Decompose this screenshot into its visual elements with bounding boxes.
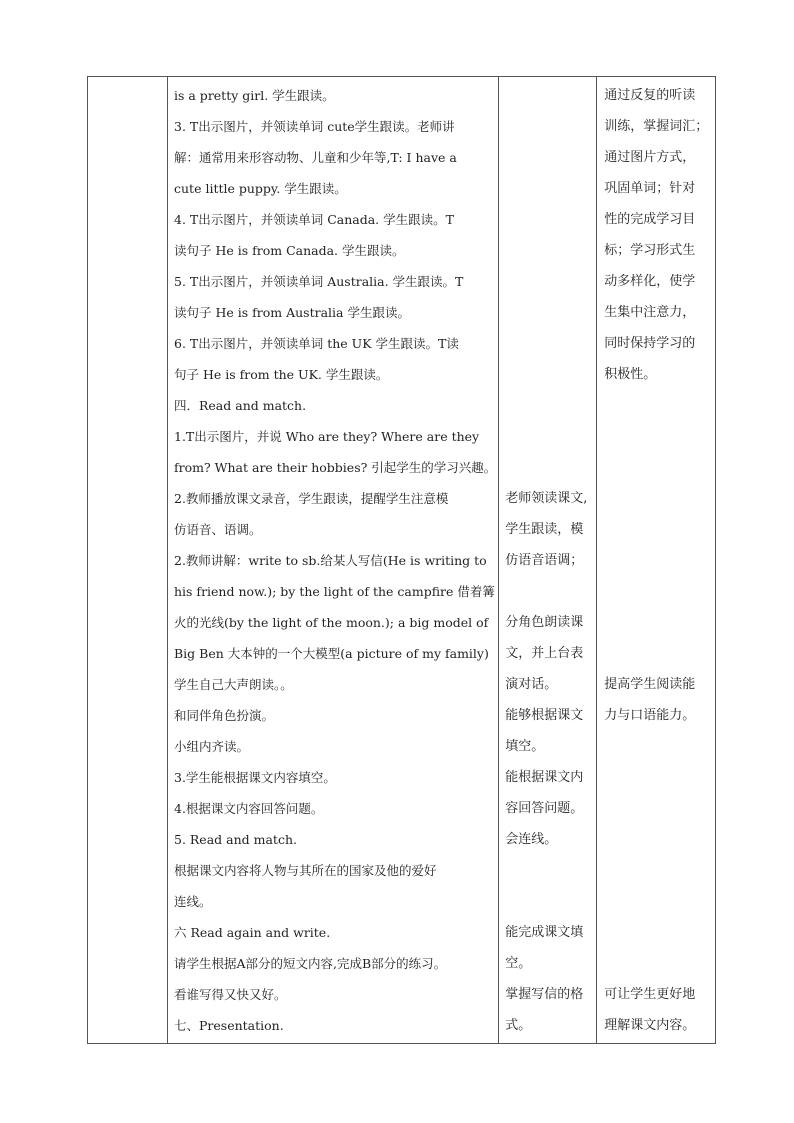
student-activity-line: 能根据课文内	[505, 770, 584, 785]
design-purpose-line: 标；学习形式生	[604, 243, 696, 258]
design-purpose-line: 通过反复的听读	[604, 88, 696, 103]
procedure-line: 解：通常用来形容动物、儿童和少年等,T: I have a	[174, 150, 457, 165]
procedure-line: 6. T出示图片，并领读单词 the UK 学生跟读。T读	[174, 336, 459, 351]
student-activity-line: 仿语音语调；	[505, 553, 584, 568]
design-purpose-line: 积极性。	[604, 367, 657, 382]
student-activity-line: 填空。	[505, 739, 545, 754]
student-activity-line: 学生跟读，模	[505, 522, 584, 537]
design-purpose-line	[604, 638, 713, 669]
procedure-line: 2.教师播放课文录音，学生跟读，提醒学生注意模	[174, 491, 449, 506]
student-activity-line	[505, 111, 595, 142]
student-activity-line: 演对话。	[505, 677, 558, 692]
procedure-line: 连线。	[174, 894, 212, 909]
design-purpose-line: 通过图片方式，	[604, 150, 696, 165]
stage-cell	[88, 77, 168, 1044]
table-row	[88, 77, 716, 1044]
student-activity-line	[505, 297, 595, 328]
procedure-text	[168, 77, 498, 1043]
design-purpose-text	[597, 77, 715, 1043]
procedure-line: 根据课文内容将人物与其所在的国家及他的爱好	[174, 863, 437, 878]
design-purpose-line: 性的完成学习目	[604, 212, 696, 227]
procedure-line: 小组内齐读。	[174, 739, 250, 754]
procedure-line: 5. Read and match.	[174, 832, 297, 847]
procedure-line: 1.T出示图片，并说 Who are they? Where are they	[174, 429, 480, 444]
procedure-line: 看谁写得又快又好。	[174, 987, 287, 1002]
student-activity-line	[505, 80, 595, 111]
design-purpose-line	[604, 824, 713, 855]
procedure-line: 3. T出示图片，并领读单词 cute学生跟读。老师讲	[174, 119, 455, 134]
design-purpose-line	[604, 948, 713, 979]
design-purpose-line	[604, 607, 713, 638]
design-purpose-line: 可让学生更好地	[604, 987, 696, 1002]
procedure-line: 2.教师讲解：write to sb.给某人写信(He is writing to	[174, 553, 487, 568]
student-activity-line	[505, 421, 595, 452]
design-purpose-line: 生集中注意力，	[604, 305, 696, 320]
design-purpose-line	[604, 762, 713, 793]
procedure-line: 六 Read again and write.	[174, 925, 331, 940]
procedure-line: 4.根据课文内容回答问题。	[174, 801, 324, 816]
student-activity-line	[505, 266, 595, 297]
design-purpose-line: 动多样化，使学	[604, 274, 696, 289]
procedure-line: is a pretty girl. 学生跟读。	[174, 88, 335, 103]
design-purpose-line	[604, 917, 713, 948]
student-activity-line	[505, 328, 595, 359]
design-purpose-line: 训练，掌握词汇；	[604, 119, 709, 134]
procedure-line: 读句子 He is from Canada. 学生跟读。	[174, 243, 405, 258]
student-activity-line: 能完成课文填	[505, 925, 584, 940]
lesson-plan-table	[87, 76, 716, 1044]
student-activity-line: 空。	[505, 956, 532, 971]
design-purpose-line: 同时保持学习的	[604, 336, 696, 351]
procedure-line: 和同伴角色扮演。	[174, 708, 275, 723]
procedure-line: Big Ben 大本钟的一个大模型(a picture of my family)	[174, 646, 489, 661]
design-purpose-cell	[597, 77, 716, 1044]
procedure-line: 3.学生能根据课文内容填空。	[174, 770, 336, 785]
student-activity-line: 分角色朗读课	[505, 615, 584, 630]
procedure-line: 读句子 He is from Australia 学生跟读。	[174, 305, 410, 320]
student-activity-line	[505, 173, 595, 204]
procedure-line: his friend now.); by the light of the campfire 借着篝	[174, 584, 495, 599]
student-activity-line: 文，并上台表	[505, 646, 584, 661]
student-activity-line	[505, 452, 595, 483]
design-purpose-line	[604, 390, 713, 421]
design-purpose-line	[604, 452, 713, 483]
design-purpose-line	[604, 421, 713, 452]
design-purpose-line	[604, 483, 713, 514]
student-activity-line: 老师领读课文,	[505, 491, 588, 506]
student-activity-line	[505, 204, 595, 235]
design-purpose-line	[604, 855, 713, 886]
design-purpose-line	[604, 731, 713, 762]
stage-cell-content	[88, 77, 167, 1043]
student-activity-line: 式。	[505, 1018, 532, 1033]
design-purpose-line	[604, 793, 713, 824]
student-activity-line	[505, 235, 595, 266]
student-activity-line	[505, 855, 595, 886]
procedure-cell	[168, 77, 499, 1044]
student-activity-line	[505, 390, 595, 421]
student-activity-line	[505, 142, 595, 173]
design-purpose-line	[604, 576, 713, 607]
procedure-line: 5. T出示图片，并领读单词 Australia. 学生跟读。T	[174, 274, 464, 289]
design-purpose-line: 理解课文内容。	[604, 1018, 696, 1033]
procedure-line: 学生自己大声朗读。。	[174, 677, 293, 692]
procedure-line: 火的光线(by the light of the moon.); a big model of	[174, 615, 489, 630]
student-activity-cell	[499, 77, 597, 1044]
student-activity-line: 容回答问题。	[505, 801, 584, 816]
design-purpose-line: 力与口语能力。	[604, 708, 696, 723]
procedure-line: 句子 He is from the UK. 学生跟读。	[174, 367, 389, 382]
design-purpose-line: 巩固单词；针对	[604, 181, 696, 196]
student-activity-line: 掌握写信的格	[505, 987, 584, 1002]
design-purpose-line: 提高学生阅读能	[604, 677, 696, 692]
student-activity-line: 会连线。	[505, 832, 558, 847]
procedure-line: 请学生根据A部分的短文内容,完成B部分的练习。	[174, 956, 447, 971]
procedure-line: from? What are their hobbies? 引起学生的学习兴趣。	[174, 460, 497, 475]
student-activity-line	[505, 886, 595, 917]
procedure-line: cute little puppy. 学生跟读。	[174, 181, 347, 196]
procedure-line: 4. T出示图片，并领读单词 Canada. 学生跟读。T	[174, 212, 454, 227]
student-activity-line: 能够根据课文	[505, 708, 584, 723]
procedure-line: 七、Presentation.	[174, 1018, 284, 1033]
design-purpose-line	[604, 545, 713, 576]
procedure-line: 仿语音、语调。	[174, 522, 262, 537]
student-activity-text	[499, 77, 596, 1043]
student-activity-line	[505, 359, 595, 390]
student-activity-line	[505, 576, 595, 607]
procedure-line: 四．Read and match.	[174, 398, 307, 413]
design-purpose-line	[604, 514, 713, 545]
design-purpose-line	[604, 886, 713, 917]
